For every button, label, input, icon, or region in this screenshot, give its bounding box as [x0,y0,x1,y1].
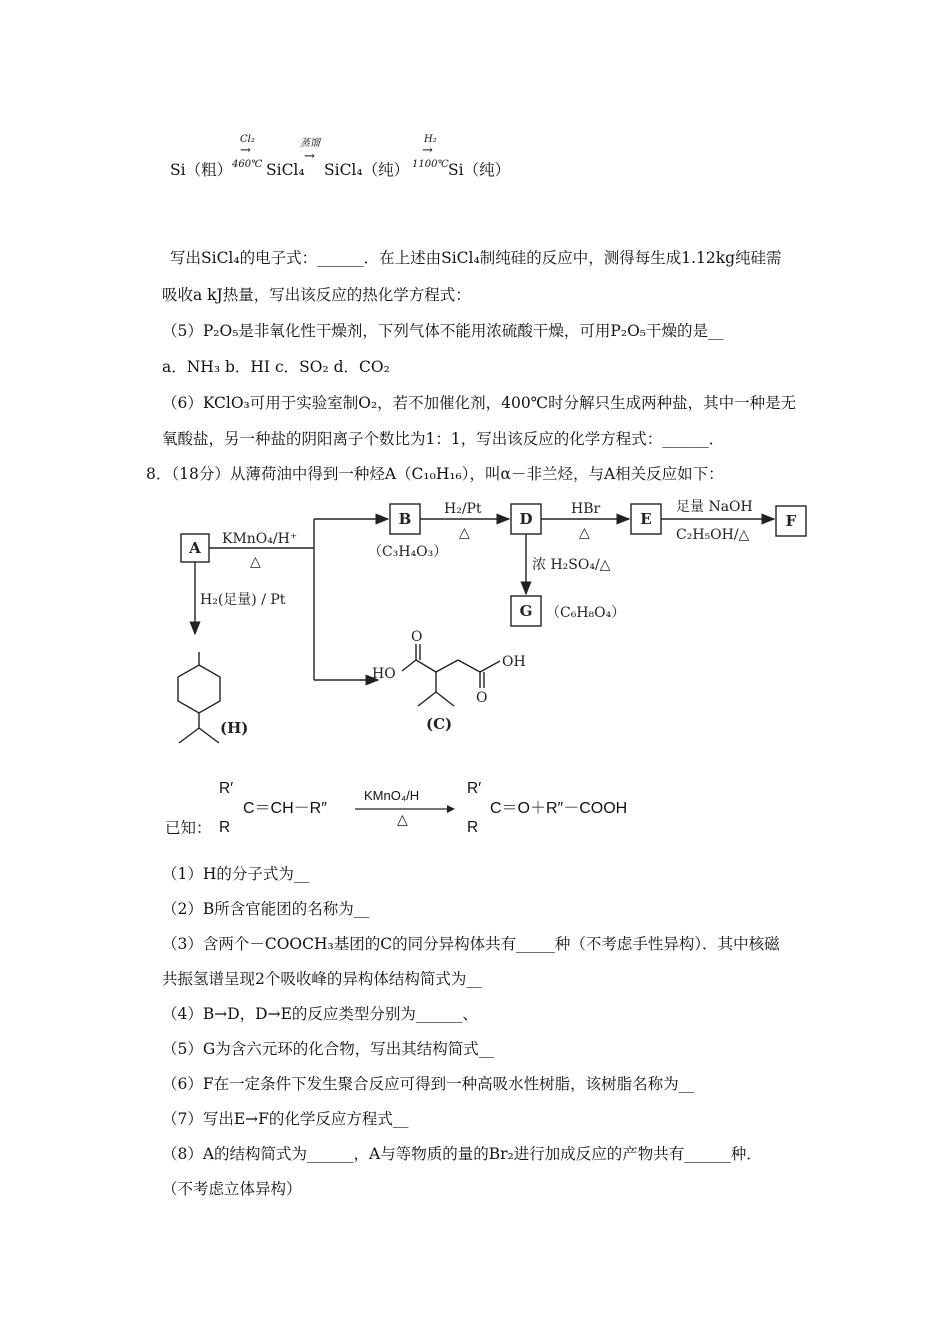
q5-line: （5）P₂O₅是非氧化性干燥剂，下列气体不能用浓硫酸干燥，可用P₂O₅干燥的是__ [162,322,724,340]
q8-4: （4）B→D，D→E的反应类型分别为______、 [162,1005,478,1023]
known-product: C＝O＋R″－COOH [490,800,628,817]
label-box-b: B [398,510,412,528]
cond-h2so4: 浓 H₂SO₄/△ [532,557,611,573]
q6-line1: （6）KClO₃可用于实验室制O₂，若不加催化剂，400℃时分解只生成两种盐，其中一种是无 [162,394,797,412]
cond1-bottom: 460℃ [232,159,263,170]
cond2-top: 蒸馏 [300,138,320,149]
cond3-top: H₂ [424,134,437,145]
known-delta: △ [397,812,408,828]
formula-g: （C₆H₈O₄） [546,605,626,621]
label-c: (C) [426,715,453,733]
sicl4-b: SiCl₄（纯） [324,161,410,179]
q8-header: 8．（18分）从薄荷油中得到一种烃A（C₁₀H₁₆），叫α－非兰烃，与A相关反应如下： [146,465,724,483]
label-box-e: E [640,510,652,528]
q8-3: （3）含两个－COOCH₃基团的C的同分异构体共有_____种（不考虑手性异构）．其中核磁 [162,935,780,953]
cond1-top: Cl₂ [240,134,255,145]
known-r3: R′ [467,780,482,797]
arrow-2: → [304,149,315,164]
known-r2: R [219,819,231,836]
c-ho: HO [372,666,396,682]
q8-1: （1）H的分子式为__ [162,865,310,883]
formula-b: （C₃H₄O₃） [368,544,448,560]
cond-hbr: HBr [571,501,601,517]
c-o-top: O [411,629,423,645]
cond-delta-3: △ [579,525,590,541]
cond-naoh: 足量 NaOH [676,499,753,515]
label-box-f: F [785,512,797,530]
q8-6: （6）F在一定条件下发生聚合反应可得到一种高吸水性树脂，该树脂名称为__ [162,1075,695,1093]
si-pure: Si（纯） [448,161,511,179]
known-r4: R [467,819,479,836]
known-alkene: C＝CH－R″ [243,800,327,817]
cond-delta-1: △ [250,554,261,570]
label-box-a: A [189,539,201,557]
q8-3-cont: 共振氢谱呈现2个吸收峰的异构体结构简式为__ [162,970,482,988]
cond-h2excess: H₂(足量) / Pt [200,592,286,608]
label-box-d: D [519,510,533,528]
q6-line2: 氧酸盐，另一种盐的阴阳离子个数比为1：1，写出该反应的化学方程式：______． [162,430,725,448]
cond-delta-2: △ [459,525,470,541]
cond3-bottom: 1100℃ [412,159,449,170]
c-o-bottom: O [476,690,488,706]
para1-line2: 吸收a kJ热量，写出该反应的热化学方程式： [162,286,471,304]
known-reagent: KMnO₄/H [364,788,420,803]
q8-8-note: （不考虑立体异构） [162,1180,302,1198]
known-r1: R′ [219,780,234,797]
arrow-3: → [422,143,433,158]
sicl4-a: SiCl₄ [266,161,305,179]
cond-h2pt: H₂/Pt [444,501,482,517]
para1-line1: 写出SiCl₄的电子式：______．在上述由SiCl₄制纯硅的反应中，测得每生成1.12kg纯硅需 [170,249,782,267]
q8-5: （5）G为含六元环的化合物，写出其结构简式__ [162,1040,495,1058]
cond-etoh: C₂H₅OH/△ [676,527,750,543]
known-label: 已知： [165,819,212,837]
q8-8: （8）A的结构简式为______，A与等物质的量的Br₂进行加成反应的产物共有______种． [162,1145,762,1163]
c-oh: OH [502,654,526,670]
label-h: (H) [220,719,249,737]
si-crude: Si（粗） [170,161,233,179]
arrow-1: → [240,143,251,158]
q5-options: a．NH₃ b．HI c．SO₂ d．CO₂ [162,358,390,376]
q8-7: （7）写出E→F的化学反应方程式__ [162,1110,409,1128]
structure-h [178,652,220,743]
cond-kmno4: KMnO₄/H⁺ [222,531,298,547]
q8-2: （2）B所含官能团的名称为__ [162,900,370,918]
label-box-g: G [519,602,533,620]
